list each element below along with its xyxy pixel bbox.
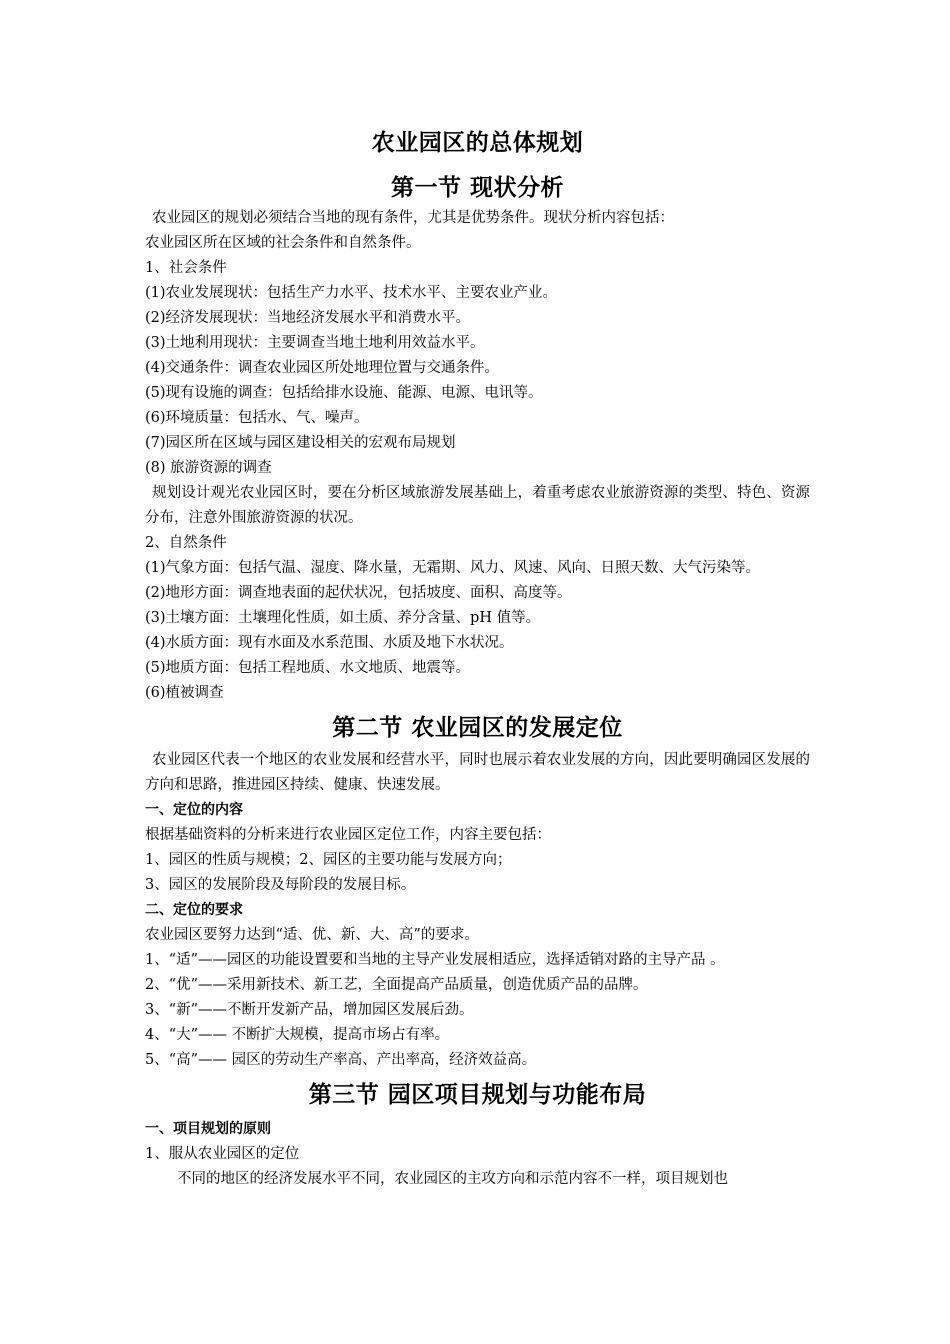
paragraph: 规划设计观光农业园区时，要在分析区域旅游发展基础上，着重考虑农业旅游资源的类型、特色、资源分布，注意外围旅游资源的状况。 (145, 485, 810, 526)
paragraph: 农业园区所在区域的社会条件和自然条件。 (145, 235, 421, 251)
list-heading: 2、自然条件 (145, 535, 227, 551)
list-item: (4)交通条件：调查农业园区所处地理位置与交通条件。 (145, 360, 500, 376)
section-2-heading: 第二节 农业园区的发展定位 (332, 714, 623, 741)
document-title: 农业园区的总体规划 (371, 129, 584, 156)
list-item: 4、“大”—— 不断扩大规模，提高市场占有率。 (145, 1027, 450, 1043)
section-3-heading: 第三节 园区项目规划与功能布局 (308, 1081, 647, 1108)
list-item: (3)土地利用现状：主要调查当地土地利用效益水平。 (145, 335, 485, 351)
list-item: (7)园区所在区域与园区建设相关的宏观布局规划 (145, 435, 456, 451)
list-item: (8) 旅游资源的调查 (145, 460, 272, 476)
list-item: 2、“优”——采用新技术、新工艺，全面提高产品质量，创造优质产品的品牌。 (145, 977, 648, 993)
subsection-heading: 一、项目规划的原则 (145, 1121, 271, 1137)
paragraph: 农业园区要努力达到“适、优、新、大、高”的要求。 (145, 927, 479, 943)
list-item: 1、“适”——园区的功能设置要和当地的主导产业发展相适应，选择适销对路的主导产品 。 (145, 952, 725, 968)
list-item: (1)气象方面：包括气温、湿度、降水量，无霜期、风力、风速、风向、日照天数、大气污染等。 (145, 560, 761, 576)
list-item: (2)经济发展现状：当地经济发展水平和消费水平。 (145, 310, 471, 326)
subsection-heading: 一、定位的内容 (145, 802, 243, 818)
paragraph: 不同的地区的经济发展水平不同，农业园区的主攻方向和示范内容不一样，项目规划也 (177, 1171, 728, 1187)
list-item: (3)土壤方面：土壤理化性质，如土质、养分含量、pH 值等。 (145, 610, 541, 626)
list-heading: 1、社会条件 (145, 260, 227, 276)
list-item: 1、园区的性质与规模；2、园区的主要功能与发展方向； (145, 852, 512, 868)
list-item: 1、服从农业园区的定位 (145, 1146, 300, 1162)
document-body (145, 128, 810, 1192)
list-item: (1)农业发展现状：包括生产力水平、技术水平、主要农业产业。 (145, 285, 558, 301)
list-item: (5)现有设施的调查：包括给排水设施、能源、电源、电讯等。 (145, 385, 543, 401)
list-item: 3、园区的发展阶段及每阶段的发展目标。 (145, 877, 416, 893)
list-item: 5、“高”—— 园区的劳动生产率高、产出率高，经济效益高。 (145, 1052, 537, 1068)
list-item: 3、“新”——不断开发新产品，增加园区发展后劲。 (145, 1002, 474, 1018)
list-item: (6)环境质量：包括水、气、噪声。 (145, 410, 369, 426)
paragraph: 农业园区代表一个地区的农业发展和经营水平，同时也展示着农业发展的方向，因此要明确园区发展的方向和思路，推进园区持续、健康、快速发展。 (145, 752, 810, 793)
list-item: (6)植被调查 (145, 685, 224, 701)
paragraph: 根据基础资料的分析来进行农业园区定位工作，内容主要包括： (145, 827, 551, 843)
list-item: (5)地质方面：包括工程地质、水文地质、地震等。 (145, 660, 471, 676)
list-item: (2)地形方面：调查地表面的起伏状况，包括坡度、面积、高度等。 (145, 585, 572, 601)
section-1-heading: 第一节 现状分析 (390, 174, 564, 201)
list-item: (4)水质方面：现有水面及水系范围、水质及地下水状况。 (145, 635, 514, 651)
subsection-heading: 二、定位的要求 (145, 902, 243, 918)
paragraph: 农业园区的规划必须结合当地的现有条件，尤其是优势条件。现状分析内容包括： (152, 210, 674, 226)
